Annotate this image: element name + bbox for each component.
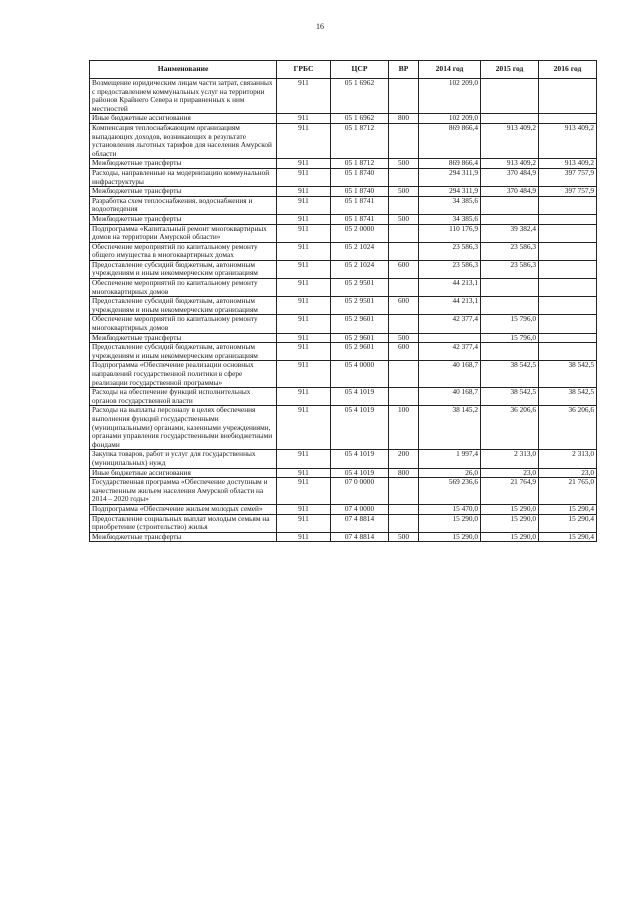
cell-2015: 913 409,2 bbox=[481, 159, 539, 169]
cell-2016: 397 757,9 bbox=[539, 168, 597, 186]
cell-2015 bbox=[481, 214, 539, 224]
cell-2014: 42 377,4 bbox=[419, 315, 481, 333]
cell-vr bbox=[389, 514, 419, 532]
table-row bbox=[90, 388, 597, 406]
cell-name: Иные бюджетные ассигнования bbox=[90, 114, 277, 124]
table-row bbox=[90, 224, 597, 242]
cell-2015: 913 409,2 bbox=[481, 123, 539, 158]
cell-name: Разработка схем теплоснабжения, водоснабжения и водоотведения bbox=[90, 196, 277, 214]
cell-2014: 294 311,9 bbox=[419, 168, 481, 186]
table-row bbox=[90, 168, 597, 186]
cell-csr: 05 1 8740 bbox=[331, 168, 389, 186]
cell-vr: 800 bbox=[389, 468, 419, 478]
cell-2015: 370 484,9 bbox=[481, 187, 539, 197]
cell-vr bbox=[389, 79, 419, 114]
cell-name: Государственная программа «Обеспечение доступным и качественным жильем населения Амурской области на 2014 – 2020 годы» bbox=[90, 478, 277, 505]
cell-vr bbox=[389, 196, 419, 214]
cell-vr: 500 bbox=[389, 532, 419, 542]
column-header-vr: ВР bbox=[389, 61, 419, 79]
cell-vr bbox=[389, 361, 419, 388]
cell-2014: 15 290,0 bbox=[419, 514, 481, 532]
cell-csr: 07 4 8814 bbox=[331, 532, 389, 542]
cell-name: Возмещение юридическим лицам части затрат, связанных с предоставлением коммунальных услуг на территории районов Крайнего Севера и приравненных к ним местностей bbox=[90, 79, 277, 114]
cell-2014: 23 586,3 bbox=[419, 260, 481, 278]
cell-csr: 05 1 8712 bbox=[331, 159, 389, 169]
cell-name: Расходы на обеспечение функций исполнительных органов государственной власти bbox=[90, 388, 277, 406]
cell-2014: 15 290,0 bbox=[419, 532, 481, 542]
cell-vr: 200 bbox=[389, 450, 419, 468]
table-row bbox=[90, 260, 597, 278]
cell-name: Межбюджетные трансферты bbox=[90, 333, 277, 343]
cell-grbs: 911 bbox=[277, 260, 331, 278]
cell-2016: 15 290,4 bbox=[539, 532, 597, 542]
cell-2015: 15 290,0 bbox=[481, 504, 539, 514]
cell-csr: 05 4 0000 bbox=[331, 361, 389, 388]
table-row bbox=[90, 79, 597, 114]
cell-2014: 40 168,7 bbox=[419, 361, 481, 388]
column-header-grbs: ГРБС bbox=[277, 61, 331, 79]
cell-vr bbox=[389, 504, 419, 514]
cell-grbs: 911 bbox=[277, 224, 331, 242]
cell-2015 bbox=[481, 343, 539, 361]
cell-name: Обеспечение мероприятий по капитальному ремонту многоквартирных домов bbox=[90, 279, 277, 297]
cell-vr: 800 bbox=[389, 114, 419, 124]
cell-2014: 34 385,6 bbox=[419, 214, 481, 224]
cell-2014: 1 997,4 bbox=[419, 450, 481, 468]
table-body bbox=[90, 79, 597, 542]
cell-2015: 38 542,5 bbox=[481, 361, 539, 388]
table-row bbox=[90, 279, 597, 297]
table-row bbox=[90, 361, 597, 388]
cell-2016: 913 409,2 bbox=[539, 159, 597, 169]
cell-grbs: 911 bbox=[277, 114, 331, 124]
cell-grbs: 911 bbox=[277, 187, 331, 197]
column-header-csr: ЦСР bbox=[331, 61, 389, 79]
cell-csr: 05 2 9601 bbox=[331, 333, 389, 343]
cell-2015: 15 290,0 bbox=[481, 514, 539, 532]
cell-grbs: 911 bbox=[277, 514, 331, 532]
cell-name: Межбюджетные трансферты bbox=[90, 187, 277, 197]
cell-grbs: 911 bbox=[277, 361, 331, 388]
cell-grbs: 911 bbox=[277, 478, 331, 505]
cell-2015 bbox=[481, 279, 539, 297]
cell-vr bbox=[389, 279, 419, 297]
column-header-name: Наименование bbox=[90, 61, 277, 79]
cell-2015: 38 542,5 bbox=[481, 388, 539, 406]
table-row bbox=[90, 514, 597, 532]
cell-vr: 600 bbox=[389, 343, 419, 361]
cell-vr bbox=[389, 224, 419, 242]
cell-2015: 39 382,4 bbox=[481, 224, 539, 242]
cell-csr: 05 1 8740 bbox=[331, 187, 389, 197]
cell-2016: 2 313,0 bbox=[539, 450, 597, 468]
cell-name: Обеспечение мероприятий по капитальному ремонту общего имущества в многоквартирных домах bbox=[90, 242, 277, 260]
cell-2014: 294 311,9 bbox=[419, 187, 481, 197]
cell-csr: 05 4 1019 bbox=[331, 450, 389, 468]
cell-vr: 500 bbox=[389, 187, 419, 197]
cell-2016 bbox=[539, 315, 597, 333]
cell-vr bbox=[389, 123, 419, 158]
cell-grbs: 911 bbox=[277, 159, 331, 169]
cell-grbs: 911 bbox=[277, 196, 331, 214]
table-row bbox=[90, 214, 597, 224]
cell-vr bbox=[389, 388, 419, 406]
cell-csr: 05 2 0000 bbox=[331, 224, 389, 242]
cell-csr: 05 2 9501 bbox=[331, 279, 389, 297]
cell-grbs: 911 bbox=[277, 504, 331, 514]
cell-csr: 05 4 1019 bbox=[331, 406, 389, 450]
table-row bbox=[90, 478, 597, 505]
cell-csr: 07 4 0000 bbox=[331, 504, 389, 514]
cell-2014: 102 209,0 bbox=[419, 79, 481, 114]
cell-2014: 869 866,4 bbox=[419, 123, 481, 158]
cell-grbs: 911 bbox=[277, 388, 331, 406]
table-row bbox=[90, 315, 597, 333]
cell-vr: 100 bbox=[389, 406, 419, 450]
column-header-2016: 2016 год bbox=[539, 61, 597, 79]
table-row bbox=[90, 504, 597, 514]
cell-2015: 2 313,0 bbox=[481, 450, 539, 468]
cell-2016: 38 542,5 bbox=[539, 361, 597, 388]
cell-name: Подпрограмма «Обеспечение реализации основных направлений государственной политики в сфере реализации государственной программы» bbox=[90, 361, 277, 388]
cell-grbs: 911 bbox=[277, 297, 331, 315]
cell-csr: 05 4 1019 bbox=[331, 468, 389, 478]
cell-2016 bbox=[539, 224, 597, 242]
cell-2015: 370 484,9 bbox=[481, 168, 539, 186]
cell-2015: 36 206,6 bbox=[481, 406, 539, 450]
table-row bbox=[90, 187, 597, 197]
cell-csr: 05 2 9601 bbox=[331, 315, 389, 333]
cell-vr: 500 bbox=[389, 159, 419, 169]
cell-2014: 15 470,0 bbox=[419, 504, 481, 514]
cell-csr: 05 1 8741 bbox=[331, 196, 389, 214]
cell-vr bbox=[389, 168, 419, 186]
cell-2014: 102 209,0 bbox=[419, 114, 481, 124]
cell-2016 bbox=[539, 343, 597, 361]
cell-grbs: 911 bbox=[277, 214, 331, 224]
table-header-row bbox=[90, 61, 597, 79]
cell-2014: 40 168,7 bbox=[419, 388, 481, 406]
cell-csr: 05 2 9601 bbox=[331, 343, 389, 361]
cell-vr bbox=[389, 478, 419, 505]
table-row bbox=[90, 196, 597, 214]
budget-table bbox=[89, 60, 597, 542]
cell-2015: 15 796,0 bbox=[481, 333, 539, 343]
cell-vr: 600 bbox=[389, 297, 419, 315]
cell-name: Обеспечение мероприятий по капитальному ремонту многоквартирных домов bbox=[90, 315, 277, 333]
cell-2016 bbox=[539, 79, 597, 114]
column-header-2015: 2015 год bbox=[481, 61, 539, 79]
cell-2015: 21 764,9 bbox=[481, 478, 539, 505]
cell-grbs: 911 bbox=[277, 333, 331, 343]
cell-name: Межбюджетные трансферты bbox=[90, 532, 277, 542]
cell-name: Закупка товаров, работ и услуг для государственных (муниципальных) нужд bbox=[90, 450, 277, 468]
cell-2014: 34 385,6 bbox=[419, 196, 481, 214]
cell-csr: 05 2 1024 bbox=[331, 260, 389, 278]
cell-2016 bbox=[539, 279, 597, 297]
cell-csr: 05 1 6962 bbox=[331, 79, 389, 114]
cell-2016: 21 765,0 bbox=[539, 478, 597, 505]
cell-vr: 600 bbox=[389, 260, 419, 278]
cell-2014: 38 145,2 bbox=[419, 406, 481, 450]
cell-name: Предоставление субсидий бюджетным, автономным учреждениям и иным некоммерческим организациям bbox=[90, 260, 277, 278]
cell-2016 bbox=[539, 260, 597, 278]
cell-grbs: 911 bbox=[277, 242, 331, 260]
cell-name: Предоставление субсидий бюджетным, автономным учреждениям и иным некоммерческим организациям bbox=[90, 297, 277, 315]
cell-2015: 23,0 bbox=[481, 468, 539, 478]
cell-vr: 500 bbox=[389, 333, 419, 343]
cell-2014: 26,0 bbox=[419, 468, 481, 478]
cell-grbs: 911 bbox=[277, 468, 331, 478]
cell-name: Расходы, направленные на модернизацию коммунальной инфраструктуры bbox=[90, 168, 277, 186]
cell-grbs: 911 bbox=[277, 450, 331, 468]
cell-2015 bbox=[481, 196, 539, 214]
cell-2016: 397 757,9 bbox=[539, 187, 597, 197]
cell-2015: 15 290,0 bbox=[481, 532, 539, 542]
cell-name: Подпрограмма «Капитальный ремонт многоквартирных домов на территории Амурской области» bbox=[90, 224, 277, 242]
cell-2014: 869 866,4 bbox=[419, 159, 481, 169]
cell-2016 bbox=[539, 297, 597, 315]
cell-csr: 05 1 8712 bbox=[331, 123, 389, 158]
cell-grbs: 911 bbox=[277, 315, 331, 333]
table-row bbox=[90, 242, 597, 260]
cell-vr: 500 bbox=[389, 214, 419, 224]
cell-2016: 23,0 bbox=[539, 468, 597, 478]
cell-grbs: 911 bbox=[277, 279, 331, 297]
table-row bbox=[90, 123, 597, 158]
cell-2015 bbox=[481, 297, 539, 315]
cell-2015 bbox=[481, 79, 539, 114]
cell-2016 bbox=[539, 242, 597, 260]
cell-name: Межбюджетные трансферты bbox=[90, 159, 277, 169]
cell-csr: 07 4 8814 bbox=[331, 514, 389, 532]
cell-2014: 44 213,1 bbox=[419, 297, 481, 315]
cell-2014: 42 377,4 bbox=[419, 343, 481, 361]
cell-name: Предоставление субсидий бюджетным, автономным учреждениям и иным некоммерческим организациям bbox=[90, 343, 277, 361]
cell-vr bbox=[389, 242, 419, 260]
cell-grbs: 911 bbox=[277, 406, 331, 450]
cell-name: Иные бюджетные ассигнования bbox=[90, 468, 277, 478]
cell-csr: 07 0 0000 bbox=[331, 478, 389, 505]
cell-csr: 05 2 1024 bbox=[331, 242, 389, 260]
cell-vr bbox=[389, 315, 419, 333]
cell-2016: 38 542,5 bbox=[539, 388, 597, 406]
cell-2016 bbox=[539, 333, 597, 343]
table-row bbox=[90, 343, 597, 361]
cell-csr: 05 2 9501 bbox=[331, 297, 389, 315]
table-row bbox=[90, 297, 597, 315]
column-header-2014: 2014 год bbox=[419, 61, 481, 79]
cell-2016 bbox=[539, 196, 597, 214]
cell-2014: 44 213,1 bbox=[419, 279, 481, 297]
cell-2016: 15 290,4 bbox=[539, 514, 597, 532]
cell-grbs: 911 bbox=[277, 168, 331, 186]
table-row bbox=[90, 406, 597, 450]
cell-2016 bbox=[539, 214, 597, 224]
cell-csr: 05 4 1019 bbox=[331, 388, 389, 406]
cell-name: Компенсация теплоснабжающим организациям выпадающих доходов, возникающих в результате установления льготных тарифов для населения Амурской области bbox=[90, 123, 277, 158]
cell-2014: 110 176,9 bbox=[419, 224, 481, 242]
table-row bbox=[90, 159, 597, 169]
cell-2014: 23 586,3 bbox=[419, 242, 481, 260]
cell-grbs: 911 bbox=[277, 343, 331, 361]
page-number: 16 bbox=[316, 22, 324, 31]
cell-2016: 36 206,6 bbox=[539, 406, 597, 450]
cell-2014: 569 236,6 bbox=[419, 478, 481, 505]
table-row bbox=[90, 532, 597, 542]
cell-2016: 913 409,2 bbox=[539, 123, 597, 158]
cell-name: Предоставление социальных выплат молодым семьям на приобретение (строительство) жилья bbox=[90, 514, 277, 532]
cell-name: Расходы на выплаты персоналу в целях обеспечения выполнения функций государственными (муниципальными) органами, казенными учреждениями, органами управления государственными внебюджетными фондами bbox=[90, 406, 277, 450]
cell-2015: 23 586,3 bbox=[481, 260, 539, 278]
cell-csr: 05 1 8741 bbox=[331, 214, 389, 224]
cell-csr: 05 1 6962 bbox=[331, 114, 389, 124]
cell-grbs: 911 bbox=[277, 79, 331, 114]
table-row bbox=[90, 450, 597, 468]
cell-2016: 15 290,4 bbox=[539, 504, 597, 514]
cell-2015: 23 586,3 bbox=[481, 242, 539, 260]
cell-2015: 15 796,0 bbox=[481, 315, 539, 333]
cell-name: Межбюджетные трансферты bbox=[90, 214, 277, 224]
cell-grbs: 911 bbox=[277, 532, 331, 542]
cell-name: Подпрограмма «Обеспечение жильем молодых семей» bbox=[90, 504, 277, 514]
cell-grbs: 911 bbox=[277, 123, 331, 158]
